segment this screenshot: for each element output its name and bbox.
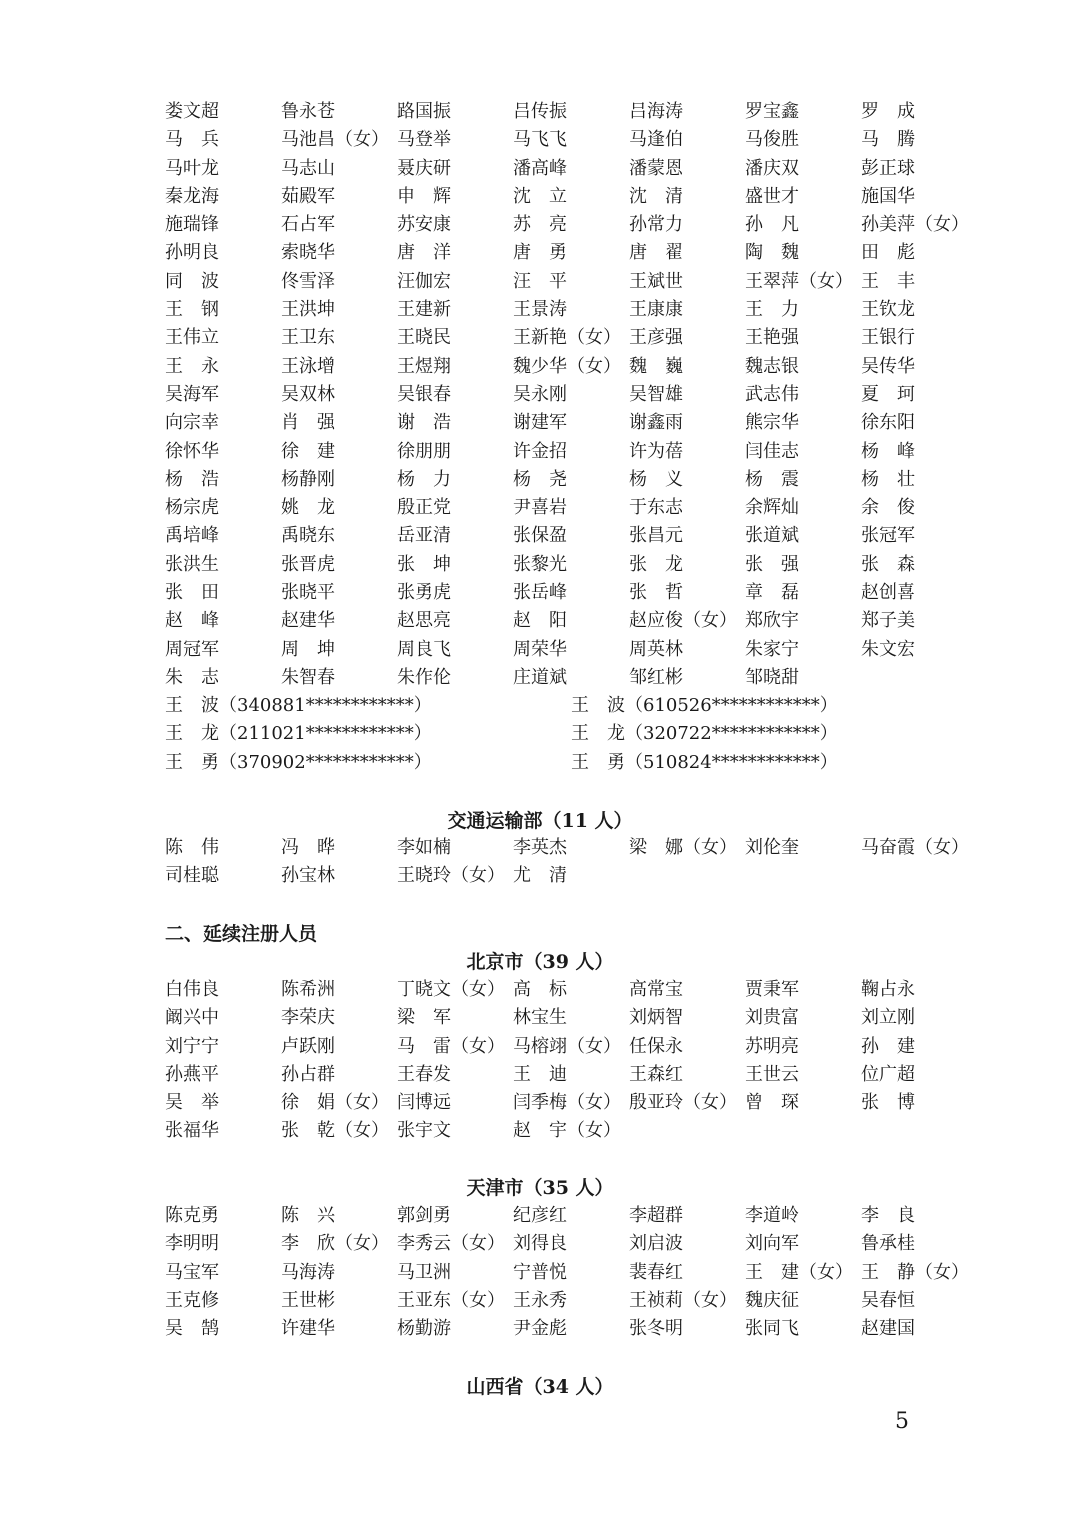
name-entry: 李 良 bbox=[861, 1205, 915, 1226]
name-entry: 杨静刚 bbox=[281, 468, 335, 490]
name-entry: 魏庆征 bbox=[745, 1289, 799, 1311]
name-entry: 孙燕平 bbox=[165, 1063, 219, 1085]
name-entry: 马登举 bbox=[397, 129, 451, 151]
heading-shanxi: 山西省（34 人） bbox=[466, 1376, 614, 1398]
name-entry: 鲁永苍 bbox=[281, 101, 335, 122]
name-entry: 赵 峰 bbox=[165, 610, 219, 632]
name-entry: 任保永 bbox=[629, 1035, 683, 1057]
name-entry: 吴 鹄 bbox=[165, 1318, 219, 1340]
name-entry: 盛世才 bbox=[745, 185, 799, 207]
name-entry: 刘炳智 bbox=[629, 1007, 683, 1029]
name-entry: 谢建军 bbox=[513, 412, 567, 434]
name-entry: 曾 琛 bbox=[745, 1092, 799, 1114]
name-entry: 王艳强 bbox=[745, 327, 799, 349]
name-entry: 王世云 bbox=[745, 1063, 799, 1085]
name-entry: 朱 志 bbox=[165, 666, 219, 688]
name-entry: 吕传振 bbox=[513, 101, 567, 122]
name-entry: 潘高峰 bbox=[513, 157, 567, 179]
name-entry: 孙 建 bbox=[861, 1035, 915, 1057]
name-entry: 赵应俊（女） bbox=[629, 610, 737, 632]
name-entry: 吴双林 bbox=[281, 383, 335, 405]
name-entry: 王新艳（女） bbox=[513, 327, 621, 349]
name-entry: 赵建国 bbox=[861, 1318, 915, 1340]
name-entry: 路国振 bbox=[397, 101, 451, 122]
name-entry: 许建华 bbox=[281, 1318, 335, 1340]
name-entry: 马志山 bbox=[281, 157, 335, 179]
name-entry: 张 博 bbox=[861, 1092, 915, 1114]
name-entry: 王钦龙 bbox=[861, 299, 915, 321]
name-entry: 谢 浩 bbox=[397, 412, 451, 434]
name-entry: 张 龙 bbox=[629, 553, 683, 575]
name-entry: 茹殿军 bbox=[281, 185, 335, 207]
name-entry: 向宗幸 bbox=[165, 412, 219, 434]
name-entry: 卢跃刚 bbox=[281, 1035, 335, 1057]
name-entry: 张 哲 bbox=[629, 582, 683, 604]
name-entry: 闫佳志 bbox=[745, 440, 799, 462]
name-entry: 周良飞 bbox=[397, 638, 451, 660]
name-entry: 王卫东 bbox=[281, 327, 335, 349]
name-entry: 王森红 bbox=[629, 1063, 683, 1085]
name-entry: 马飞飞 bbox=[513, 129, 567, 151]
name-list-group1 bbox=[165, 98, 975, 692]
name-entry: 孙明良 bbox=[165, 242, 219, 264]
name-entry: 许为蓓 bbox=[629, 440, 683, 462]
page-number: 5 bbox=[895, 1409, 909, 1434]
name-entry: 尹喜岩 bbox=[513, 497, 567, 519]
name-entry: 周 坤 bbox=[281, 638, 335, 660]
name-entry: 陈 兴 bbox=[281, 1205, 335, 1226]
name-entry: 王景涛 bbox=[513, 299, 567, 321]
name-entry: 娄文超 bbox=[165, 101, 219, 122]
name-entry: 张 乾（女） bbox=[281, 1120, 389, 1142]
name-entry: 孙宝林 bbox=[281, 865, 335, 887]
name-entry: 张晋虎 bbox=[281, 553, 335, 575]
name-entry: 张 强 bbox=[745, 553, 799, 575]
name-entry: 冯 晔 bbox=[281, 837, 335, 858]
name-entry: 王晓民 bbox=[397, 327, 451, 349]
name-entry: 殷亚玲（女） bbox=[629, 1092, 737, 1114]
name-entry: 朱家宁 bbox=[745, 638, 799, 660]
name-entry: 王世彬 bbox=[281, 1289, 335, 1311]
name-entry: 石占军 bbox=[281, 214, 335, 236]
name-entry: 吴 举 bbox=[165, 1092, 219, 1114]
name-entry: 徐东阳 bbox=[861, 412, 915, 434]
name-entry: 王泳增 bbox=[281, 355, 335, 377]
name-entry: 徐 娟（女） bbox=[281, 1092, 389, 1114]
name-entry: 赵 宇（女） bbox=[513, 1120, 621, 1142]
name-entry: 孙美萍（女） bbox=[861, 214, 969, 236]
name-entry: 王伟立 bbox=[165, 327, 219, 349]
name-entry: 郭剑勇 bbox=[397, 1205, 451, 1226]
name-entry: 王银行 bbox=[861, 327, 915, 349]
name-entry: 王祯莉（女） bbox=[629, 1289, 737, 1311]
name-entry: 李英杰 bbox=[513, 837, 567, 858]
name-entry: 张道斌 bbox=[745, 525, 799, 547]
name-entry: 李秀云（女） bbox=[397, 1233, 505, 1255]
name-entry: 刘向军 bbox=[745, 1233, 799, 1255]
heading-beijing: 北京市（39 人） bbox=[466, 951, 614, 973]
heading-tianjin: 天津市（35 人） bbox=[466, 1177, 614, 1199]
name-entry: 白伟良 bbox=[165, 979, 219, 1000]
name-entry: 申 辉 bbox=[397, 185, 451, 207]
name-entry: 鞠占永 bbox=[861, 979, 915, 1000]
name-entry: 殷正党 bbox=[397, 497, 451, 519]
name-entry: 夏 珂 bbox=[861, 383, 915, 405]
name-entry: 田 彪 bbox=[861, 242, 915, 264]
name-entry: 王晓玲（女） bbox=[397, 865, 505, 887]
name-entry: 徐朋朋 bbox=[397, 440, 451, 462]
name-entry: 苏明亮 bbox=[745, 1035, 799, 1057]
name-list-beijing bbox=[165, 976, 975, 1146]
name-entry: 王洪坤 bbox=[281, 299, 335, 321]
name-entry: 王亚东（女） bbox=[397, 1289, 505, 1311]
name-entry: 张黎光 bbox=[513, 553, 567, 575]
name-entry: 唐 勇 bbox=[513, 242, 567, 264]
name-entry: 周荣华 bbox=[513, 638, 567, 660]
name-entry: 杨 浩 bbox=[165, 468, 219, 490]
name-entry: 张 坤 bbox=[397, 553, 451, 575]
name-entry: 吴春恒 bbox=[861, 1289, 915, 1311]
name-entry: 王 钢 bbox=[165, 299, 219, 321]
name-entry: 王 勇（370902************） bbox=[165, 751, 432, 773]
name-entry: 王 迪 bbox=[513, 1063, 567, 1085]
name-entry: 孙常力 bbox=[629, 214, 683, 236]
name-entry: 位广超 bbox=[861, 1063, 915, 1085]
name-entry: 赵思亮 bbox=[397, 610, 451, 632]
name-entry: 张保盈 bbox=[513, 525, 567, 547]
name-entry: 张昌元 bbox=[629, 525, 683, 547]
name-entry: 张冠军 bbox=[861, 525, 915, 547]
name-entry: 杨 力 bbox=[397, 468, 451, 490]
name-entry: 王斌世 bbox=[629, 270, 683, 292]
name-entry: 刘贵富 bbox=[745, 1007, 799, 1029]
name-entry: 张 田 bbox=[165, 582, 219, 604]
name-entry: 魏少华（女） bbox=[513, 355, 621, 377]
name-entry: 汪伽宏 bbox=[397, 270, 451, 292]
name-entry: 杨 震 bbox=[745, 468, 799, 490]
name-entry: 孙占群 bbox=[281, 1063, 335, 1085]
name-entry: 刘得良 bbox=[513, 1233, 567, 1255]
name-entry: 庄道斌 bbox=[513, 666, 567, 688]
name-entry: 施国华 bbox=[861, 185, 915, 207]
name-entry: 吴永刚 bbox=[513, 383, 567, 405]
name-entry: 张岳峰 bbox=[513, 582, 567, 604]
name-entry: 唐 翟 bbox=[629, 242, 683, 264]
name-entry: 沈 立 bbox=[513, 185, 567, 207]
name-entry: 李荣庆 bbox=[281, 1007, 335, 1029]
name-entry: 王 建（女） bbox=[745, 1261, 853, 1283]
name-entry: 李道岭 bbox=[745, 1205, 799, 1226]
name-entry: 沈 清 bbox=[629, 185, 683, 207]
name-entry: 魏志银 bbox=[745, 355, 799, 377]
name-entry: 马 雷（女） bbox=[397, 1035, 505, 1057]
name-entry: 王春发 bbox=[397, 1063, 451, 1085]
name-entry: 施瑞锋 bbox=[165, 214, 219, 236]
name-list-with-id bbox=[165, 692, 975, 777]
name-entry: 马奋霞（女） bbox=[861, 837, 969, 858]
name-entry: 张洪生 bbox=[165, 553, 219, 575]
name-entry: 刘伦奎 bbox=[745, 837, 799, 858]
name-entry: 马池昌（女） bbox=[281, 129, 389, 151]
name-entry: 禹晓东 bbox=[281, 525, 335, 547]
name-entry: 张宇文 bbox=[397, 1120, 451, 1142]
name-entry: 王 龙（320722************） bbox=[571, 723, 838, 745]
name-entry: 佟雪泽 bbox=[281, 270, 335, 292]
section-title-renewal: 二、延续注册人员 bbox=[165, 923, 318, 945]
name-entry: 陶 魏 bbox=[745, 242, 799, 264]
name-entry: 刘宁宁 bbox=[165, 1035, 219, 1057]
name-entry: 赵建华 bbox=[281, 610, 335, 632]
name-entry: 彭正球 bbox=[861, 157, 915, 179]
name-entry: 王彦强 bbox=[629, 327, 683, 349]
name-entry: 孙 凡 bbox=[745, 214, 799, 236]
name-entry: 余辉灿 bbox=[745, 497, 799, 519]
name-entry: 张福华 bbox=[165, 1120, 219, 1142]
name-list-transport bbox=[165, 834, 975, 891]
name-entry: 闫季梅（女） bbox=[513, 1092, 621, 1114]
name-entry: 周英林 bbox=[629, 638, 683, 660]
name-entry: 邹晓甜 bbox=[745, 666, 799, 688]
name-entry: 陈克勇 bbox=[165, 1205, 219, 1226]
name-entry: 马叶龙 bbox=[165, 157, 219, 179]
name-list-tianjin bbox=[165, 1202, 975, 1343]
name-entry: 徐 建 bbox=[281, 440, 335, 462]
name-entry: 赵 阳 bbox=[513, 610, 567, 632]
name-entry: 杨 峰 bbox=[861, 440, 915, 462]
name-entry: 熊宗华 bbox=[745, 412, 799, 434]
name-entry: 汪 平 bbox=[513, 270, 567, 292]
name-entry: 宁普悦 bbox=[513, 1261, 567, 1283]
name-entry: 谢鑫雨 bbox=[629, 412, 683, 434]
name-entry: 同 波 bbox=[165, 270, 219, 292]
name-entry: 杨 尧 bbox=[513, 468, 567, 490]
name-entry: 余 俊 bbox=[861, 497, 915, 519]
name-entry: 赵创喜 bbox=[861, 582, 915, 604]
name-entry: 王克修 bbox=[165, 1289, 219, 1311]
name-entry: 禹培峰 bbox=[165, 525, 219, 547]
name-entry: 刘立刚 bbox=[861, 1007, 915, 1029]
name-entry: 杨宗虎 bbox=[165, 497, 219, 519]
name-entry: 马海涛 bbox=[281, 1261, 335, 1283]
name-entry: 杨 义 bbox=[629, 468, 683, 490]
name-entry: 杨 壮 bbox=[861, 468, 915, 490]
name-entry: 章 磊 bbox=[745, 582, 799, 604]
name-entry: 郑欣宇 bbox=[745, 610, 799, 632]
name-entry: 高 标 bbox=[513, 979, 567, 1000]
name-entry: 李如楠 bbox=[397, 837, 451, 858]
name-entry: 罗 成 bbox=[861, 101, 915, 122]
name-entry: 于东志 bbox=[629, 497, 683, 519]
name-entry: 尤 清 bbox=[513, 865, 567, 887]
name-entry: 吕海涛 bbox=[629, 101, 683, 122]
name-entry: 马卫洲 bbox=[397, 1261, 451, 1283]
name-entry: 张冬明 bbox=[629, 1318, 683, 1340]
name-entry: 张 森 bbox=[861, 553, 915, 575]
name-entry: 纪彦红 bbox=[513, 1205, 567, 1226]
name-entry: 陈希洲 bbox=[281, 979, 335, 1000]
name-entry: 王 静（女） bbox=[861, 1261, 969, 1283]
name-entry: 丁晓文（女） bbox=[397, 979, 505, 1000]
name-entry: 许金招 bbox=[513, 440, 567, 462]
name-entry: 武志伟 bbox=[745, 383, 799, 405]
name-entry: 聂庆研 bbox=[397, 157, 451, 179]
name-entry: 肖 强 bbox=[281, 412, 335, 434]
name-entry: 王 龙（211021************） bbox=[165, 723, 432, 745]
name-entry: 张同飞 bbox=[745, 1318, 799, 1340]
name-entry: 吴传华 bbox=[861, 355, 915, 377]
name-entry: 张勇虎 bbox=[397, 582, 451, 604]
name-entry: 王 丰 bbox=[861, 270, 915, 292]
name-entry: 郑子美 bbox=[861, 610, 915, 632]
name-entry: 苏 亮 bbox=[513, 214, 567, 236]
name-entry: 司桂聪 bbox=[165, 865, 219, 887]
name-entry: 罗宝鑫 bbox=[745, 101, 799, 122]
name-entry: 岳亚清 bbox=[397, 525, 451, 547]
name-entry: 马 兵 bbox=[165, 129, 219, 151]
name-entry: 朱作伦 bbox=[397, 666, 451, 688]
name-entry: 苏安康 bbox=[397, 214, 451, 236]
name-entry: 马逢伯 bbox=[629, 129, 683, 151]
name-entry: 吴海军 bbox=[165, 383, 219, 405]
name-entry: 王 波（610526************） bbox=[571, 695, 838, 716]
name-entry: 阚兴中 bbox=[165, 1007, 219, 1029]
name-entry: 潘蒙恩 bbox=[629, 157, 683, 179]
name-entry: 陈 伟 bbox=[165, 837, 219, 858]
name-entry: 王 波（340881************） bbox=[165, 695, 432, 716]
name-entry: 杨勤游 bbox=[397, 1318, 451, 1340]
name-entry: 马 腾 bbox=[861, 129, 915, 151]
name-entry: 朱智春 bbox=[281, 666, 335, 688]
name-entry: 王翠萍（女） bbox=[745, 270, 853, 292]
name-entry: 王建新 bbox=[397, 299, 451, 321]
name-entry: 李明明 bbox=[165, 1233, 219, 1255]
name-entry: 王 永 bbox=[165, 355, 219, 377]
name-entry: 鲁承桂 bbox=[861, 1233, 915, 1255]
heading-transport: 交通运输部（11 人） bbox=[447, 810, 633, 832]
name-entry: 王 力 bbox=[745, 299, 799, 321]
name-entry: 李超群 bbox=[629, 1205, 683, 1226]
name-entry: 张晓平 bbox=[281, 582, 335, 604]
name-entry: 梁 娜（女） bbox=[629, 837, 737, 858]
name-entry: 马宝军 bbox=[165, 1261, 219, 1283]
name-entry: 王 勇（510824************） bbox=[571, 751, 838, 773]
name-entry: 李 欣（女） bbox=[281, 1233, 389, 1255]
name-entry: 唐 洋 bbox=[397, 242, 451, 264]
name-entry: 裴春红 bbox=[629, 1261, 683, 1283]
name-entry: 林宝生 bbox=[513, 1007, 567, 1029]
name-entry: 贾秉军 bbox=[745, 979, 799, 1000]
name-entry: 王煜翔 bbox=[397, 355, 451, 377]
name-entry: 秦龙海 bbox=[165, 185, 219, 207]
name-entry: 姚 龙 bbox=[281, 497, 335, 519]
name-entry: 王康康 bbox=[629, 299, 683, 321]
name-entry: 邹红彬 bbox=[629, 666, 683, 688]
name-entry: 魏 巍 bbox=[629, 355, 683, 377]
name-entry: 徐怀华 bbox=[165, 440, 219, 462]
name-entry: 周冠军 bbox=[165, 638, 219, 660]
name-entry: 高常宝 bbox=[629, 979, 683, 1000]
name-entry: 马俊胜 bbox=[745, 129, 799, 151]
name-entry: 尹金彪 bbox=[513, 1318, 567, 1340]
name-entry: 吴银春 bbox=[397, 383, 451, 405]
name-entry: 刘启波 bbox=[629, 1233, 683, 1255]
name-entry: 闫博远 bbox=[397, 1092, 451, 1114]
name-entry: 索晓华 bbox=[281, 242, 335, 264]
name-entry: 马榕翊（女） bbox=[513, 1035, 621, 1057]
name-entry: 朱文宏 bbox=[861, 638, 915, 660]
name-entry: 王永秀 bbox=[513, 1289, 567, 1311]
name-entry: 吴智雄 bbox=[629, 383, 683, 405]
name-entry: 梁 军 bbox=[397, 1007, 451, 1029]
name-entry: 潘庆双 bbox=[745, 157, 799, 179]
